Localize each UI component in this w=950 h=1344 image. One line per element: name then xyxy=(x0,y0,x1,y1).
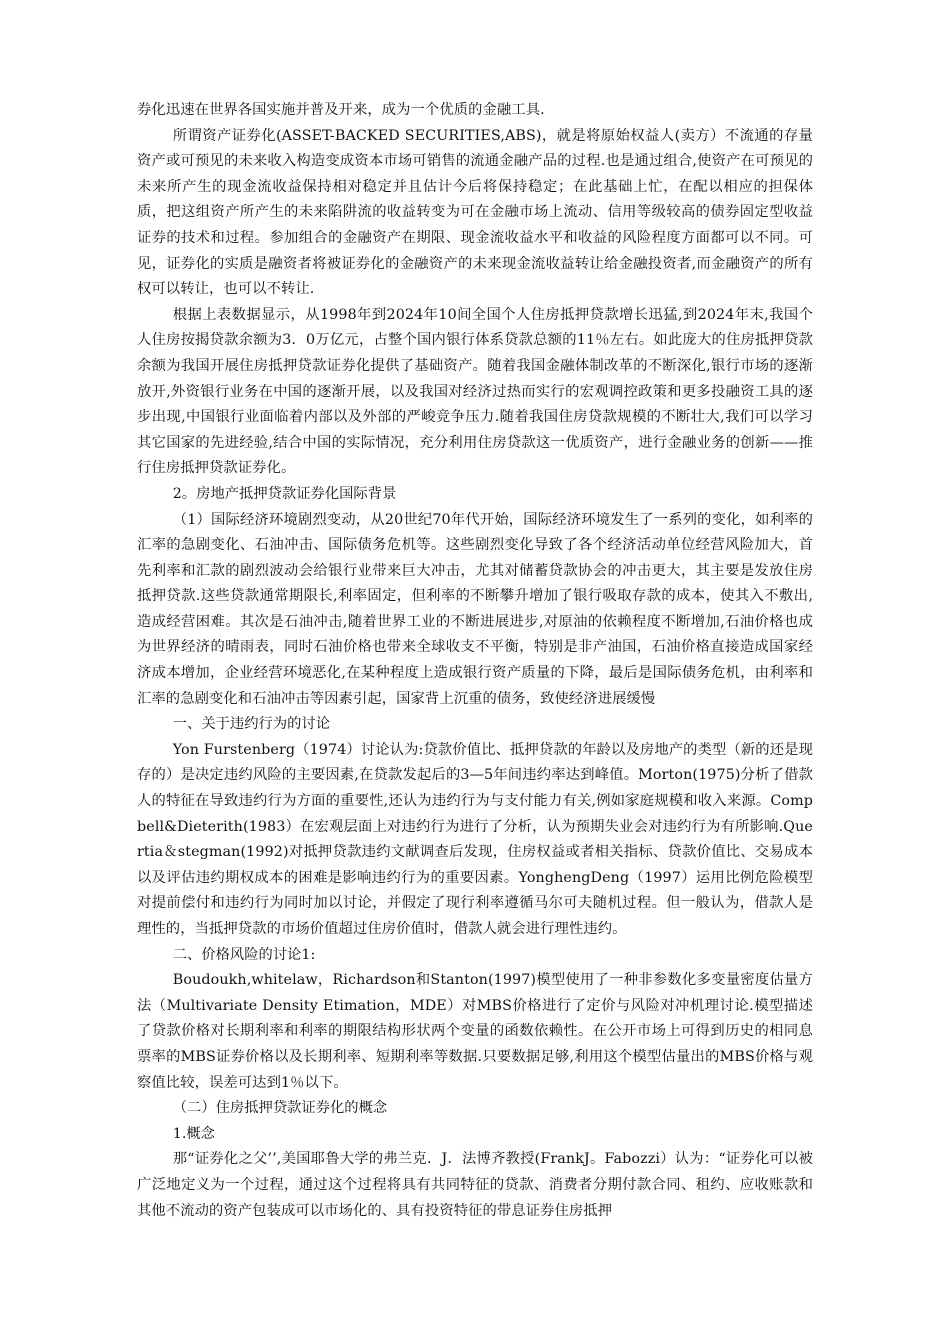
paragraph-price-risk-model: Boudoukh,whitelaw，Richardson和Stanton(1997)模型使用了一种非参数化多变量密度估量方法（Multivariate Density Etimation，MDE）对MBS价格进行了定价与风险对冲机理讨论.模型描述了贷款价格对长期利率和利率的期限结构形状两个变量的函数依赖性。在公开市场上可得到历史的相同息票率的MBS证券价格以及长期利率、短期利率等数据.只要数据足够,利用这个模型估量出的MBS价格与观察值比较，误差可达到1％以下。 xyxy=(137,972,813,1091)
paragraph-abs-definition: 所谓资产证券化(ASSET-BACKED SECURITIES,ABS)，就是将原始权益人(卖方）不流通的存量资产或可预见的未来收入构造变成资本市场可销售的流通金融产品的过程.也是通过组合,使资产在可预见的未来所产生的现金流收益保持相对稳定并且估计今后将保持稳定；在此基础上忙，在配以相应的担保体质，把这组资产所产生的未来陷阱流的收益转变为可在金融市场上流动、信用等级较高的债券固定型收益证券的技术和过程。参加组合的金融资产在期限、现金流收益水平和收益的风险程度方面都可以不同。可见，证券化的实质是融资者将被证券化的金融资产的未来现金流收益转让给金融投资者,而金融资产的所有权可以转让，也可以不转让. xyxy=(137,127,813,298)
heading-international-background: 2。房地产抵押贷款证券化国际背景 xyxy=(172,485,397,502)
paragraph-fabozzi-definition: 那“证券化之父’’,美国耶鲁大学的弗兰克．J．法博齐教授(FrankJ。Fabozzi）认为：“证券化可以被广泛地定义为一个过程，通过这个过程将具有共同特征的贷款、消费者分期付款合同、租约、应收账款和其他不流动的资产包装成可以市场化的、具有投资特征的带息证券住房抵押 xyxy=(137,1151,813,1219)
heading-concept-section: （二）住房抵押贷款证券化的概念 xyxy=(172,1100,388,1117)
heading-concept: 1.概念 xyxy=(172,1125,215,1142)
paragraph-intro-continuation: 券化迅速在世界各国实施并普及开来，成为一个优质的金融工具. xyxy=(137,102,545,118)
paragraph-economic-environment: （1）国际经济环境剧烈变动，从20世纪70年代开始，国际经济环境发生了一系列的变化，如利率的汇率的急剧变化、石油冲击、国际债务危机等。这些剧烈变化导致了各个经济活动单位经营风险加大，首先利率和汇款的剧烈波动会给银行业带来巨大冲击，尤其对储蓄贷款协会的冲击更大，其主要是发放住房抵押贷款.这些贷款通常期限长,利率固定，但利率的不断攀升增加了银行吸取存款的成本，使其入不敷出,造成经营困难。其次是石油冲击,随着世界工业的不断进展进步,对原油的依赖程度不断增加,石油价格也成为世界经济的晴雨表，同时石油价格也带来全球收支不平衡，特别是非产油国，石油价格直接造成国家经济成本增加，企业经营环境恶化,在某种程度上造成银行资产质量的下降，最后是国际债务危机，由利率和汇率的急剧变化和石油冲击等因素引起，国家背上沉重的债务，致使经济进展缓慢 xyxy=(137,511,813,707)
heading-price-risk: 二、价格风险的讨论1: xyxy=(172,946,316,963)
paragraph-loan-data: 根据上表数据显示，从1998年到2024年10间全国个人住房抵押贷款增长迅猛,到2024年末,我国个人住房按揭贷款余额为3．0万亿元，占整个国内银行体系贷款总额的11％左右。如此庞大的住房抵押贷款余额为我国开展住房抵押贷款证券化提供了基础资产。随着我国金融体制改革的不断深化,银行市场的逐渐放开,外资银行业务在中国的逐渐开展，以及我国对经济过热而实行的宏观调控政策和更多投融资工具的逐步出现,中国银行业面临着内部以及外部的严峻竞争压力.随着我国住房贷款规模的不断壮大,我们可以学习其它国家的先进经验,结合中国的实际情况，充分利用住房贷款这一优质资产，进行金融业务的创新——推行住房抵押贷款证券化。 xyxy=(137,306,813,477)
heading-default-behavior: 一、关于违约行为的讨论 xyxy=(172,716,331,733)
paragraph-default-research: Yon Furstenberg（1974）讨论认为:贷款价值比、抵押贷款的年龄以及房地产的类型（新的还是现存的）是决定违约风险的主要因素,在贷款发起后的3—5年间违约率达到峰值。Morton(1975)分析了借款人的特征在导致违约行为方面的重要性,还认为违约行为与支付能力有关,例如家庭规模和收入来源。Compbell&Dieterith(1983）在宏观层面上对违约行为进行了分析，认为预期失业会对违约行为有所影响.Quertia＆stegman(1992)对抵押贷款违约文献调查后发现，住房权益或者相关指标、贷款价值比、交易成本以及评估违约期权成本的困难是影响违约行为的重要因素。YonghengDeng（1997）运用比例危险模型对提前偿付和违约行为同时加以讨论，并假定了现行利率遵循马尔可夫随机过程。但一般认为，借款人是理性的，当抵押贷款的市场价值超过住房价值时，借款人就会进行理性违约。 xyxy=(137,741,813,937)
document-body xyxy=(137,98,813,1224)
